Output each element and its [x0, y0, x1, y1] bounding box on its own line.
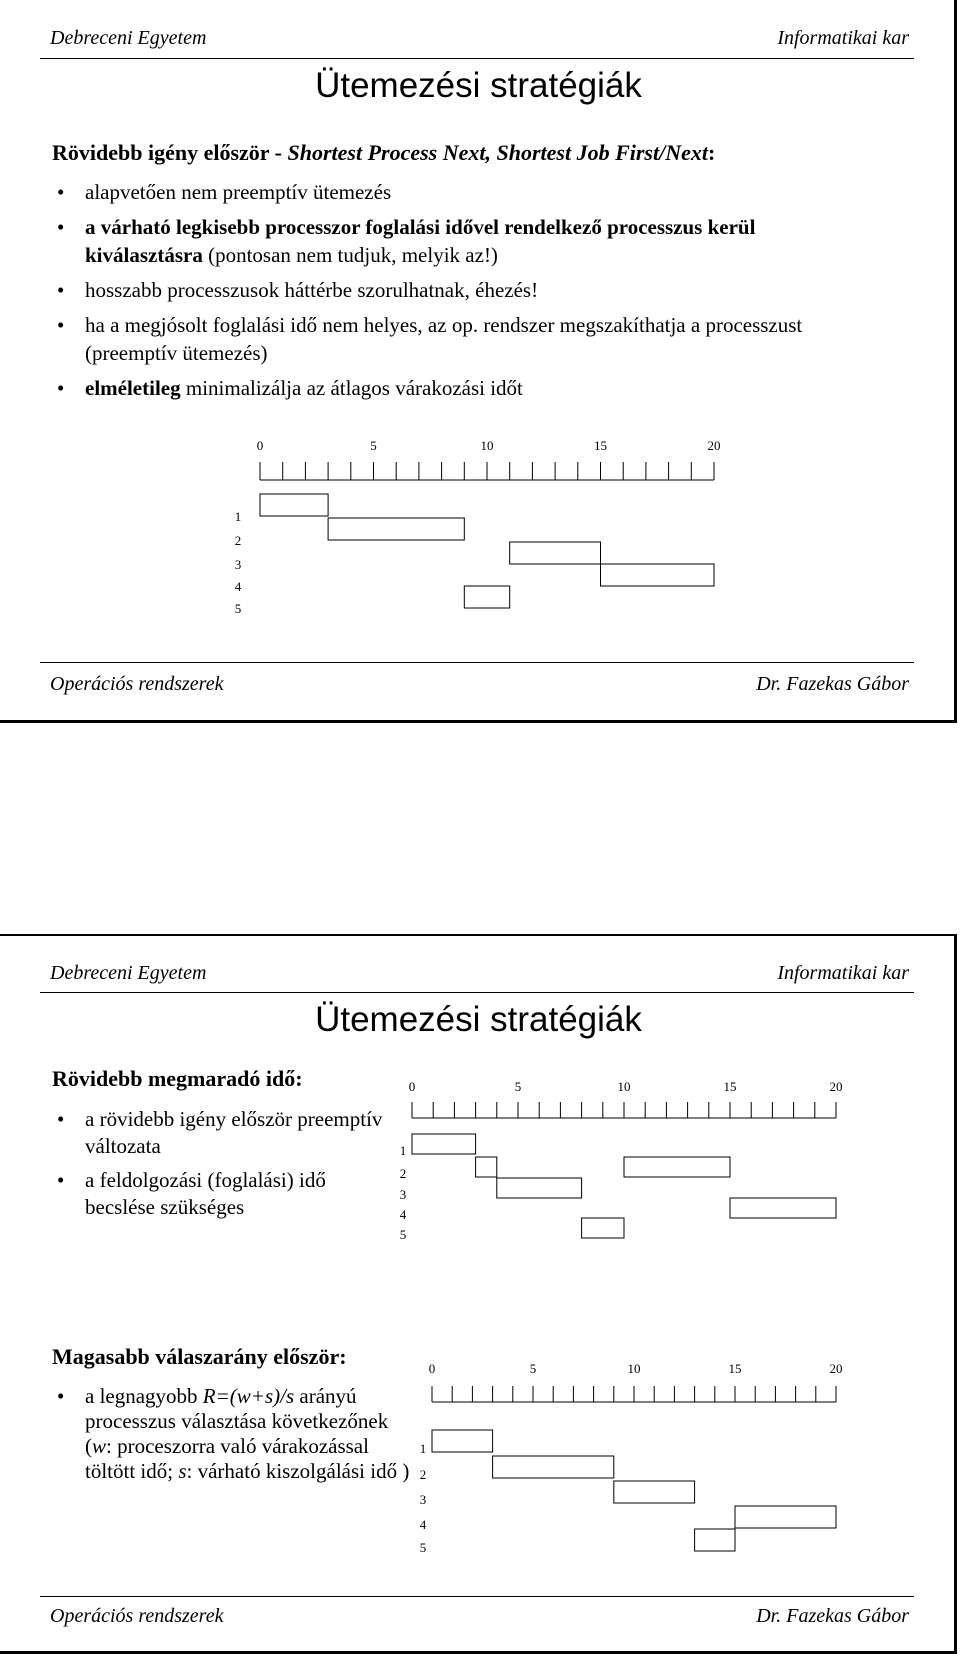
bullet-item: • a legnagyobb R=(w+s)/s arányú processzus választása következőnek (w: proceszorra való várakozással töltött idő; s: várható kiszolgálási idő ) [57, 1384, 410, 1483]
process-bar [614, 1481, 695, 1503]
slide-title: Ütemezési stratégiák [315, 1000, 642, 1039]
process-label: 3 [399, 1187, 407, 1202]
gantt-chart-spn [230, 428, 770, 628]
bullet-item: • hosszabb processzusok háttérbe szorulhatnak, éhezés! [57, 278, 539, 302]
process-label: 4 [234, 579, 242, 594]
header-faculty: Informatikai kar [777, 27, 909, 49]
process-label: 1 [399, 1143, 407, 1158]
x-tick-label: 0 [408, 1079, 416, 1094]
process-label: 3 [419, 1492, 427, 1507]
x-tick-label: 15 [594, 438, 607, 453]
x-tick-label: 15 [723, 1079, 737, 1094]
process-bar [601, 564, 715, 586]
footer-course: Operációs rendszerek [50, 1605, 224, 1627]
bullet-list [52, 178, 872, 409]
process-bar [730, 1198, 836, 1218]
footer-author: Dr. Fazekas Gábor [756, 1605, 909, 1627]
bullet-item: • a feldolgozási (foglalási) idő becslése szükséges [57, 1168, 326, 1219]
footer-divider [40, 1596, 914, 1597]
process-bar [432, 1430, 493, 1452]
process-label: 5 [419, 1540, 427, 1555]
bullet-item: • a várható legkisebb processzor foglalási idővel rendelkező processzus kerül kiválasztásra (pontosan nem tudjuk, melyik az!) [57, 215, 756, 267]
x-tick-label: 5 [370, 438, 377, 453]
process-label: 2 [234, 533, 242, 548]
process-bar [412, 1134, 476, 1154]
x-tick-label: 10 [480, 438, 494, 453]
bullet-item: • a rövidebb igény először preemptív változata [57, 1107, 383, 1158]
slide-2 [0, 934, 957, 1654]
header-university: Debreceni Egyetem [50, 962, 207, 984]
process-label: 5 [399, 1227, 407, 1242]
x-tick-label: 20 [829, 1361, 843, 1376]
bullet-item: • ha a megjósolt foglalási idő nem helyes, az op. rendszer megszakíthatja a processzust (preemptív ütemezés) [57, 313, 803, 365]
header-divider [40, 58, 914, 59]
hrrn-bullet-list [52, 1384, 412, 1491]
header-divider [40, 992, 914, 993]
srt-subtitle: Rövidebb megmaradó idő: [52, 1066, 303, 1091]
process-bar [464, 586, 509, 608]
subtitle-colon: : [707, 140, 716, 165]
process-label: 5 [234, 601, 242, 616]
process-bar [497, 1178, 582, 1198]
x-tick-label: 15 [728, 1361, 742, 1376]
section-subtitle [52, 140, 715, 166]
x-tick-label: 10 [627, 1361, 641, 1376]
process-label: 4 [419, 1517, 427, 1532]
x-tick-label: 0 [256, 438, 264, 453]
header-university: Debreceni Egyetem [50, 27, 207, 49]
process-bar [582, 1218, 624, 1238]
x-tick-label: 5 [529, 1361, 537, 1376]
subtitle-italic: Shortest Process Next, Shortest Job First/Next [287, 140, 708, 165]
process-bar [735, 1506, 836, 1528]
x-tick-label: 5 [514, 1079, 522, 1094]
process-bar [510, 542, 601, 564]
subtitle-text: Rövidebb igény először - [52, 140, 288, 165]
x-tick-label: 20 [829, 1079, 843, 1094]
x-tick-label: 10 [617, 1079, 631, 1094]
process-bar [328, 518, 464, 540]
footer-author: Dr. Fazekas Gábor [756, 673, 909, 695]
footer-course: Operációs rendszerek [50, 673, 224, 695]
process-label: 2 [419, 1467, 427, 1482]
hrrn-subtitle: Magasabb válaszarány először: [52, 1344, 347, 1369]
footer-divider [40, 662, 914, 663]
process-bar [493, 1456, 614, 1478]
process-bar [695, 1529, 735, 1551]
process-label: 1 [419, 1441, 427, 1456]
process-label: 1 [234, 509, 242, 524]
bullet-item: • alapvetően nem preemptív ütemezés [57, 180, 392, 204]
srt-bullet-list [52, 1106, 392, 1228]
bullet-item: • elméletileg minimalizálja az átlagos várakozási időt [57, 376, 523, 400]
x-tick-label: 20 [707, 438, 721, 453]
process-bar [260, 494, 328, 516]
process-bar [624, 1157, 730, 1177]
x-tick-label: 0 [428, 1361, 436, 1376]
header-faculty: Informatikai kar [777, 962, 909, 984]
process-label: 2 [399, 1166, 407, 1181]
process-label: 4 [399, 1207, 407, 1222]
slide-title: Ütemezési stratégiák [315, 66, 642, 105]
gantt-chart-srt [395, 1078, 895, 1248]
process-bar [476, 1157, 497, 1177]
slide-1 [0, 0, 957, 723]
gantt-chart-hrrn [415, 1354, 895, 1555]
process-label: 3 [234, 557, 242, 572]
